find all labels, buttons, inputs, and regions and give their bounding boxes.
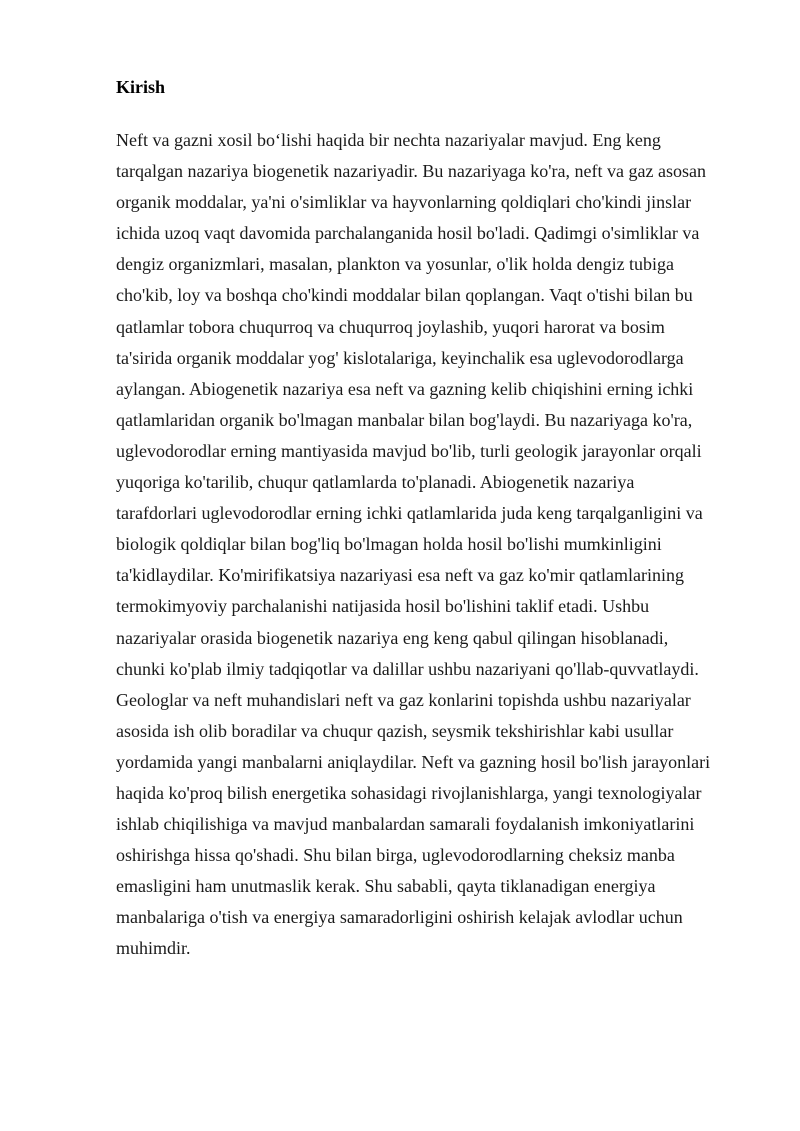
paragraph-line: yordamida yangi manbalarni aniqlaydilar. Neft va gazning hosil bo'lish jarayonlari bbox=[116, 751, 711, 772]
paragraph-line: nazariyalar orasida biogenetik nazariya eng keng qabul qilingan hisoblanadi, bbox=[116, 627, 669, 648]
paragraph-line: cho'kib, loy va boshqa cho'kindi moddalar bilan qoplangan. Vaqt o'tishi bilan bu bbox=[116, 285, 693, 306]
section-heading: Kirish bbox=[116, 77, 166, 97]
paragraph-line: manbalariga o'tish va energiya samaradorligini oshirish kelajak avlodlar uchun bbox=[116, 907, 683, 928]
paragraph-line: oshirishga hissa qo'shadi. Shu bilan birga, uglevodorodlarning cheksiz manba bbox=[116, 845, 675, 866]
paragraph-line: chunki ko'plab ilmiy tadqiqotlar va dalillar ushbu nazariyani qo'llab-quvvatlaydi. bbox=[116, 658, 699, 679]
paragraph-line: haqida ko'proq bilish energetika sohasidagi rivojlanishlarga, yangi texnologiyalar bbox=[116, 782, 702, 803]
paragraph-line: biologik qoldiqlar bilan bog'liq bo'lmagan holda hosil bo'lishi mumkinligini bbox=[116, 534, 662, 555]
paragraph-line: yuqoriga ko'tarilib, chuqur qatlamlarda to'planadi. Abiogenetik nazariya bbox=[116, 472, 635, 493]
paragraph-line: asosida ish olib boradilar va chuqur qazish, seysmik tekshirishlar kabi usullar bbox=[116, 720, 674, 741]
paragraph-line: tarqalgan nazariya biogenetik nazariyadir. Bu nazariyaga ko'ra, neft va gaz asosan bbox=[116, 161, 706, 182]
paragraph-line: qatlamlar tobora chuqurroq va chuqurroq joylashib, yuqori harorat va bosim bbox=[116, 316, 665, 337]
paragraph-line: Geologlar va neft muhandislari neft va gaz konlarini topishda ushbu nazariyalar bbox=[116, 689, 691, 710]
paragraph-line: dengiz organizmlari, masalan, plankton va yosunlar, o'lik holda dengiz tubiga bbox=[116, 254, 675, 275]
paragraph-line: qatlamlaridan organik bo'lmagan manbalar bilan bog'laydi. Bu nazariyaga ko'ra, bbox=[116, 409, 693, 430]
paragraph-line: ishlab chiqilishiga va mavjud manbalardan samarali foydalanish imkoniyatlarini bbox=[116, 814, 695, 835]
paragraph-line: termokimyoviy parchalanishi natijasida hosil bo'lishini taklif etadi. Ushbu bbox=[116, 596, 650, 617]
paragraph-line: tarafdorlari uglevodorodlar erning ichki qatlamlarida juda keng tarqalganligini va bbox=[116, 503, 703, 524]
paragraph-line: ta'sirida organik moddalar yog' kislotalariga, keyinchalik esa uglevodorodlarga bbox=[116, 347, 684, 368]
paragraph-line: muhimdir. bbox=[116, 938, 191, 959]
body-paragraph bbox=[116, 125, 756, 965]
paragraph-line: emasligini ham unutmaslik kerak. Shu sababli, qayta tiklanadigan energiya bbox=[116, 876, 656, 897]
paragraph-line: Neft va gazni xosil bo‘lishi haqida bir nechta nazariyalar mavjud. Eng keng bbox=[116, 130, 661, 150]
paragraph-line: aylangan. Abiogenetik nazariya esa neft va gazning kelib chiqishini erning ichki bbox=[116, 378, 694, 399]
paragraph-line: uglevodorodlar erning mantiyasida mavjud bo'lib, turli geologik jarayonlar orqali bbox=[116, 440, 702, 461]
paragraph-line: ta'kidlaydilar. Ko'mirifikatsiya nazariyasi esa neft va gaz ko'mir qatlamlarining bbox=[116, 565, 685, 586]
paragraph-line: ichida uzoq vaqt davomida parchalanganida hosil bo'ladi. Qadimgi o'simliklar va bbox=[116, 223, 700, 244]
paragraph-line: organik moddalar, ya'ni o'simliklar va hayvonlarning qoldiqlari cho'kindi jinslar bbox=[116, 192, 692, 213]
